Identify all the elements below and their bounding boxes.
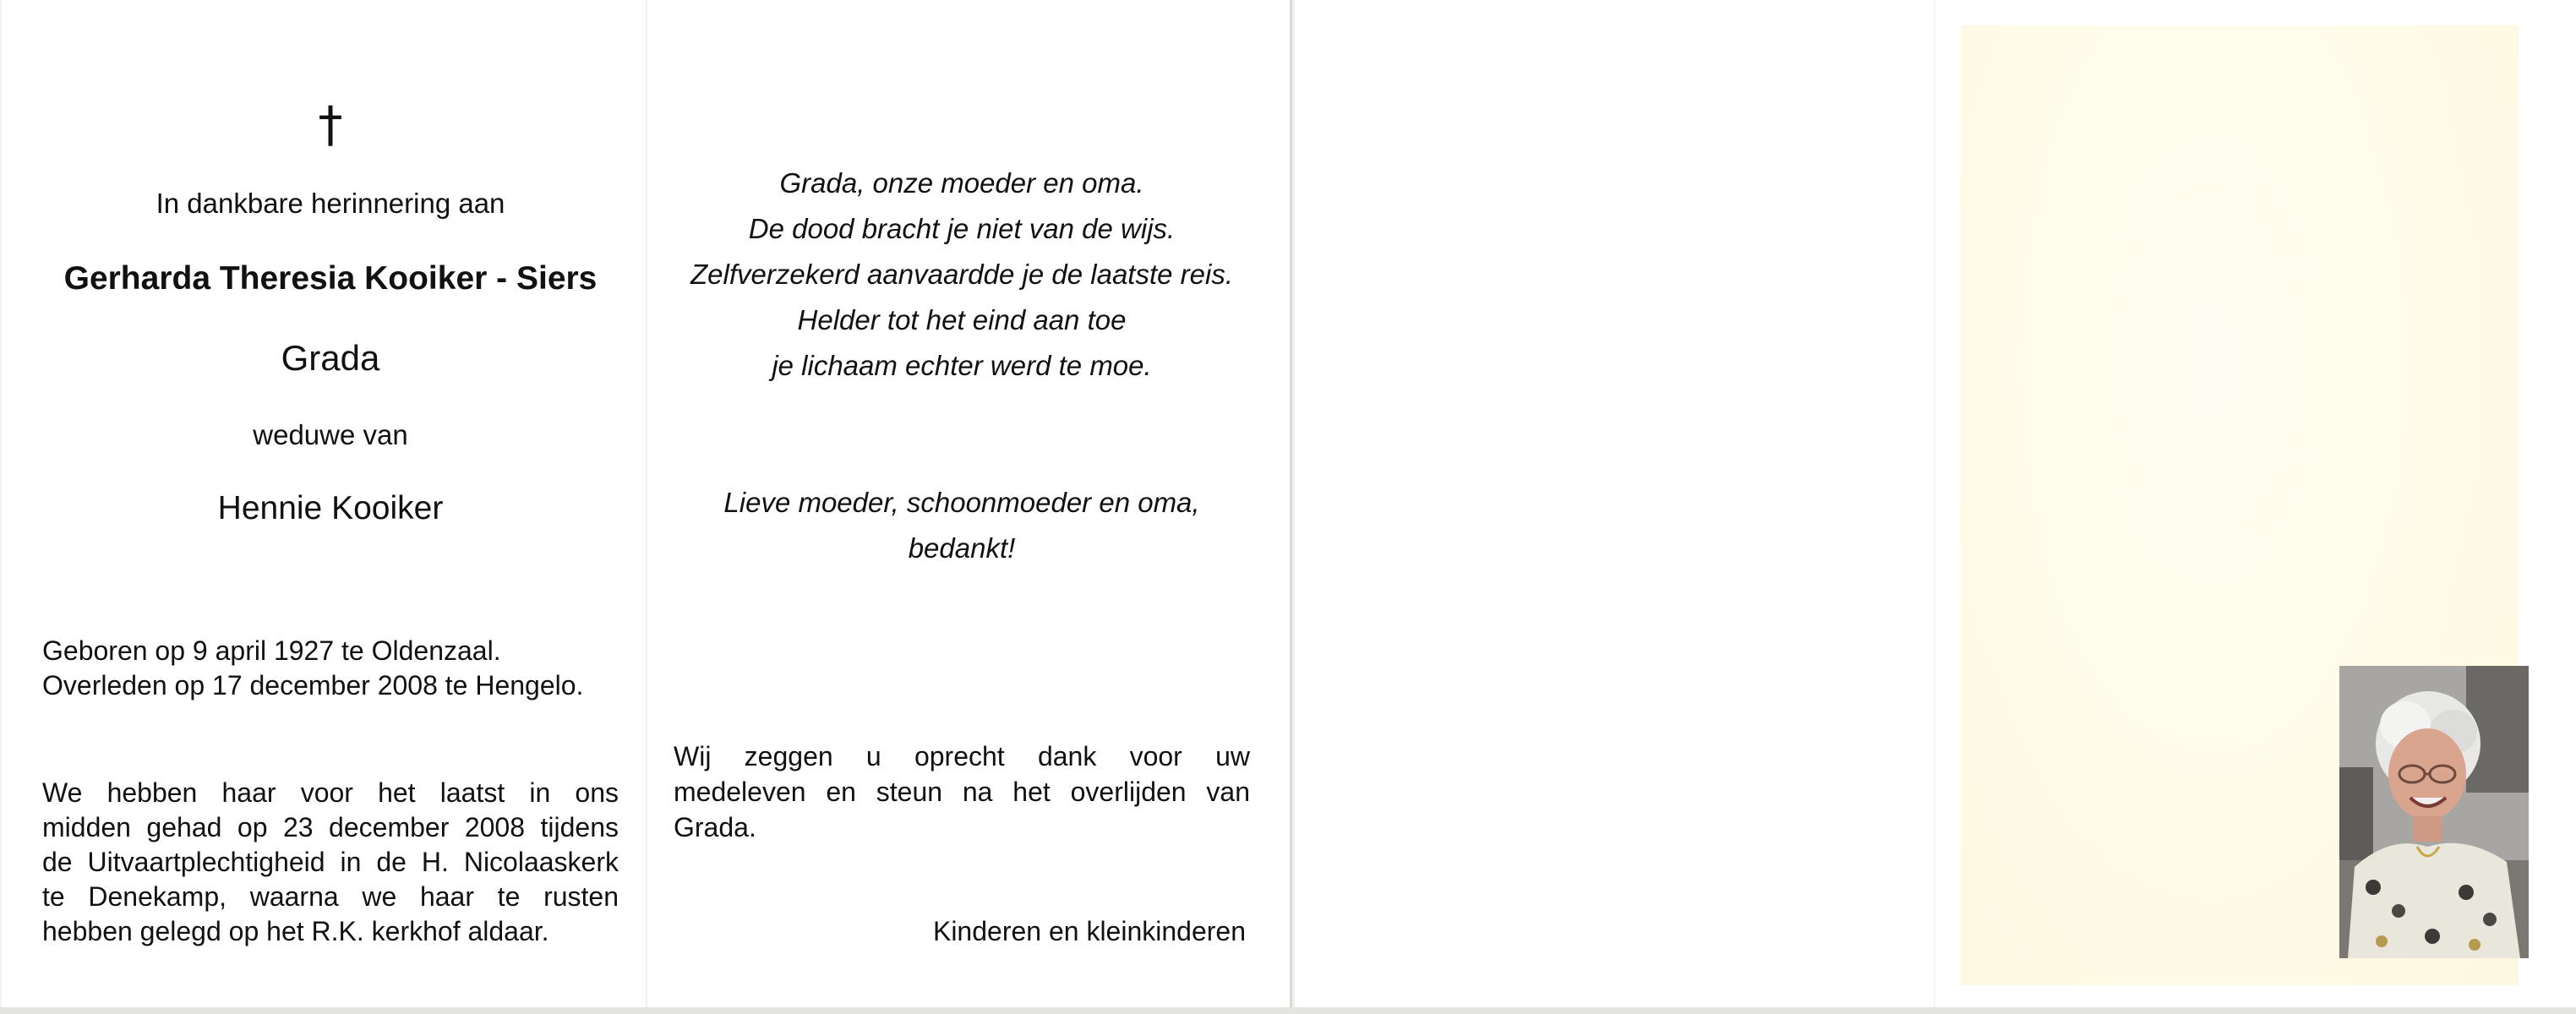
poem-verse xyxy=(674,161,1250,389)
husband-name: Hennie Kooiker xyxy=(217,490,444,526)
death-line: Overleden op 17 december 2008 te Hengelo. xyxy=(42,670,584,701)
portrait-photo-graphic xyxy=(2339,666,2529,958)
funeral-line: te Denekamp, waarna we haar te rusten xyxy=(42,881,619,912)
poem-line: Zelfverzekerd aanvaardde je de laatste reis. xyxy=(690,259,1234,290)
poem-line: De dood bracht je niet van de wijs. xyxy=(748,213,1176,244)
thanks-verse-line: Lieve moeder, schoonmoeder en oma, xyxy=(723,487,1200,518)
deceased-full-name: Gerharda Theresia Kooiker - Siers xyxy=(63,260,598,297)
thanks-verse xyxy=(674,480,1250,571)
poem-line: Grada, onze moeder en oma. xyxy=(779,167,1144,199)
poem-line: Helder tot het eind aan toe xyxy=(797,304,1127,335)
funeral-line: We hebben haar voor het laatst in ons xyxy=(42,777,619,808)
widow-of-text: weduwe van xyxy=(253,419,408,450)
thanks-line: medeleven en steun na het overlijden van xyxy=(674,777,1250,807)
thanks-paragraph xyxy=(674,739,1250,845)
cross-icon: † xyxy=(318,95,343,153)
portrait-photo-icon xyxy=(2339,666,2529,958)
page-poem xyxy=(674,0,1250,1007)
life-dates xyxy=(42,634,619,703)
page-announcement xyxy=(42,0,619,1007)
deceased-nickname: Grada xyxy=(281,338,380,378)
poem-line: je lichaam echter werd te moe. xyxy=(772,350,1152,381)
funeral-line: hebben gelegd op het R.K. kerkhof aldaar. xyxy=(42,916,549,946)
thanks-verse-line: bedankt! xyxy=(908,532,1016,564)
birth-line: Geboren op 9 april 1927 te Oldenzaal. xyxy=(42,635,501,666)
family-signature: Kinderen en kleinkinderen xyxy=(932,916,1246,946)
scan-bottom-edge xyxy=(0,1007,2576,1014)
outer-fold-line xyxy=(1934,0,1935,1007)
funeral-line: midden gehad op 23 december 2008 tijdens xyxy=(42,812,619,842)
thanks-line: Grada. xyxy=(674,812,756,842)
funeral-line: de Uitvaartplechtigheid in de H. Nicolaaskerk xyxy=(42,847,619,877)
inner-fold-line xyxy=(646,0,647,1007)
funeral-paragraph xyxy=(42,776,619,949)
thanks-line: Wij zeggen u oprecht dank voor uw xyxy=(674,741,1250,771)
intro-text: In dankbare herinnering aan xyxy=(156,188,505,219)
